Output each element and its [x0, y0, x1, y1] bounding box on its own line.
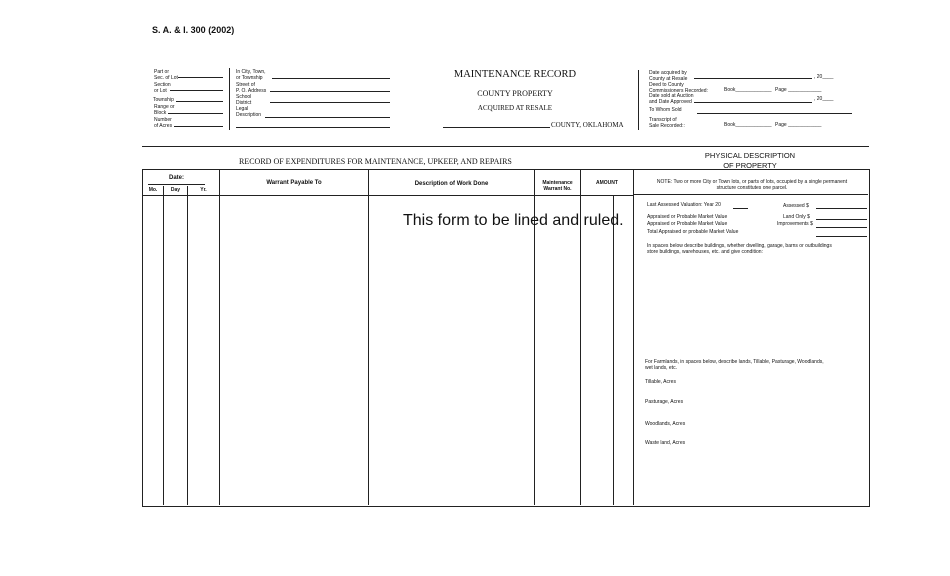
form-ruling-note: This form to be lined and ruled.: [403, 212, 624, 229]
field-line-school[interactable]: [270, 102, 390, 103]
land-only-value-line[interactable]: [816, 219, 867, 220]
deed-page-field[interactable]: Page ____________: [775, 87, 822, 93]
field-line-acres[interactable]: [174, 126, 223, 127]
maintenance-record-title: MAINTENANCE RECORD: [453, 69, 577, 80]
woodlands-acres-label: Woodlands, Acres: [645, 421, 686, 427]
field-label-to-whom-sold: To Whom Sold: [649, 107, 682, 113]
note-text: NOTE: Two or more City or Town lots, or parts of lots, occupied by a single permanent structure constitutes one parcel.: [656, 179, 848, 191]
field-line-city[interactable]: [272, 78, 390, 79]
field-label-range: Range or Block: [154, 104, 175, 116]
acquired-year-label: , 20____: [814, 74, 834, 80]
field-label-school: School District: [236, 94, 252, 106]
field-line-street[interactable]: [270, 91, 390, 92]
col-divider-day: [187, 186, 188, 505]
total-appraised-value-line[interactable]: [816, 236, 867, 237]
deed-book-field[interactable]: Book_____________: [724, 87, 772, 93]
field-label-street: Street of P. O. Address: [236, 82, 267, 94]
col-header-warrant-payable: Warrant Payable To: [266, 180, 322, 186]
field-line-township[interactable]: [176, 101, 223, 102]
header-divider-rule: [142, 146, 869, 147]
county-oklahoma-label: COUNTY, OKLAHOMA: [551, 121, 624, 129]
assessed-label: Assessed $: [783, 203, 809, 209]
field-line-legal-1[interactable]: [265, 117, 390, 118]
county-name-line[interactable]: [443, 127, 550, 128]
col-header-amount: AMOUNT: [596, 180, 618, 186]
col-header-description: Description of Work Done: [414, 181, 489, 187]
col-divider-warrant: [368, 169, 369, 505]
field-line-part-sec[interactable]: [178, 77, 223, 78]
transcript-page-field[interactable]: Page ____________: [775, 122, 822, 128]
field-line-to-whom-sold[interactable]: [697, 113, 852, 114]
field-label-transcript: Transcript of Sale Recorded::: [649, 117, 685, 129]
field-label-city: In City, Town, or Township: [236, 69, 266, 81]
col-header-mo: Mo.: [148, 187, 158, 193]
col-divider-date: [219, 169, 220, 505]
field-label-section: Section or Lot: [154, 82, 171, 94]
field-line-range[interactable]: [168, 113, 223, 114]
note-underline-rule: [634, 194, 868, 195]
col-header-date: Date:: [168, 175, 184, 181]
field-label-township: Township: [153, 97, 174, 103]
field-label-date-acquired: Date acquired by County at Resale: [649, 70, 688, 82]
assessed-value-line[interactable]: [816, 208, 867, 209]
col-header-maintenance-warrant: Maintenance Warrant No.: [542, 180, 573, 192]
improvements-value-line[interactable]: [816, 227, 867, 228]
left-column-divider: [229, 68, 230, 130]
date-underline: [148, 184, 205, 185]
col-header-day: Day: [170, 187, 181, 193]
right-column-divider: [638, 70, 639, 130]
county-property-subtitle: COUNTY PROPERTY: [477, 89, 553, 98]
physical-description-title: PHYSICAL DESCRIPTION OF PROPERTY: [704, 151, 796, 170]
farmlands-instructions: For Farmlands, in spaces below, describe lands, Tillable, Pasturage, Woodlands, wet lands, etc.: [645, 359, 824, 371]
field-line-legal-2[interactable]: [236, 127, 390, 128]
col-divider-physical: [633, 169, 634, 505]
land-only-label: Land Only $: [783, 214, 810, 220]
field-label-date-sold: Date sold at Auction and Date Approved: [649, 93, 694, 105]
col-divider-mo: [163, 186, 164, 505]
acquired-at-resale-subtitle: ACQUIRED AT RESALE: [477, 104, 553, 112]
field-line-date-acquired[interactable]: [694, 78, 812, 79]
field-label-part-sec: Part or Sec. of Lot: [154, 69, 178, 81]
sold-year-label: , 20____: [814, 96, 834, 102]
field-label-deed: Deed to County Commissioners Recorded:: [649, 82, 708, 94]
field-line-section[interactable]: [170, 90, 223, 91]
field-label-legal: Legal Description: [236, 106, 262, 118]
col-header-yr: Yr.: [200, 187, 207, 193]
waste-land-acres-label: Waste land, Acres: [645, 440, 686, 446]
last-assessed-year-line[interactable]: [733, 208, 748, 209]
appraised-land-label: Appraised or Probable Market Value: [647, 214, 728, 220]
field-line-date-sold[interactable]: [694, 102, 812, 103]
buildings-instructions: In spaces below describe buildings, whether dwelling, garage, barns or outbuildings store buildings, warehouses, etc. and give condition:: [647, 243, 832, 255]
form-number: S. A. & I. 300 (2002): [152, 25, 235, 35]
col-divider-amount-cents: [613, 196, 614, 505]
pasturage-acres-label: Pasturage, Acres: [645, 399, 684, 405]
transcript-book-field[interactable]: Book_____________: [724, 122, 772, 128]
total-appraised-label: Total Appraised or probable Market Value: [647, 229, 739, 235]
last-assessed-label: Last Assessed Valuation: Year 20: [647, 202, 721, 208]
tillable-acres-label: Tillable, Acres: [645, 379, 676, 385]
appraised-improvements-label: Appraised or Probable Market Value: [647, 221, 728, 227]
expenditures-section-title: RECORD OF EXPENDITURES FOR MAINTENANCE, UPKEEP, AND REPAIRS: [239, 157, 512, 166]
improvements-label: Improvements $: [777, 221, 813, 227]
table-header-rule: [142, 195, 634, 196]
field-label-acres: Number of Acres: [154, 117, 173, 129]
